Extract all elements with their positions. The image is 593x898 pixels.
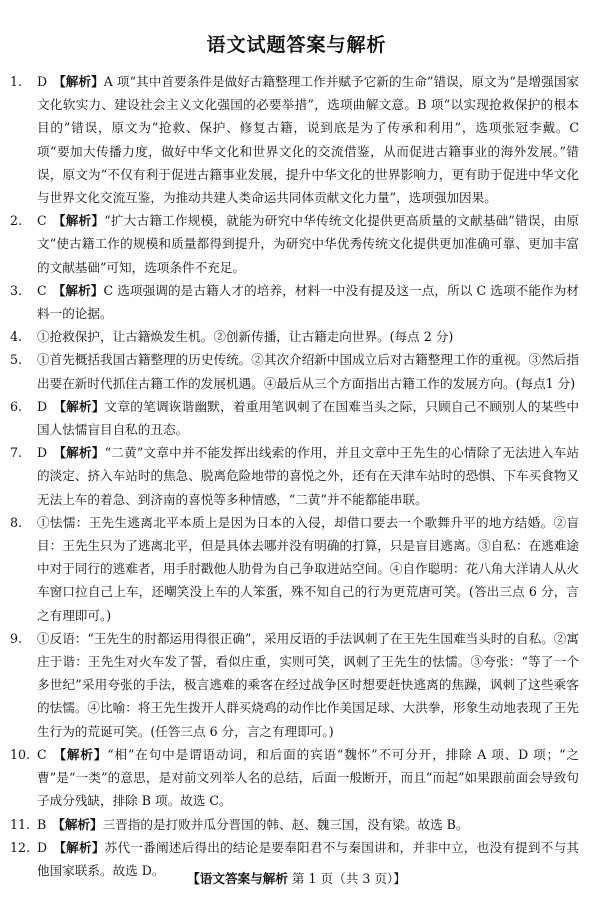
page-title: 语文试题答案与解析 <box>206 34 387 56</box>
answer-choice: D <box>37 839 48 855</box>
answer-text: A 项“其中首要条件是做好古籍整理工作并赋予它新的生命”错误，原文为“是增强国家文化软实力、建设社会主义文化强国的必要举措”，选项曲解文意。B 项“以实现抢救保护的根本目的”错误，原文为“抢救、保护、修复古籍，说到底是为了传承和利用”，选项张冠李戴。C 项“要加大传播力度，做好中华文化和世界文化的交流借鉴，从而促进古籍事业的海外发展。”错误，原文为“不仅有利于促进古籍事业发展，提升中华文化的世界影响力，更有助于促进中华文化与世界文化交流互鉴，为推动共建人类命运共同体贡献文化力量”，选项强加因果。 <box>37 74 580 206</box>
analysis-tag: 【解析】 <box>52 282 104 298</box>
answer-item <box>10 627 579 743</box>
answer-item <box>10 511 579 627</box>
answer-text: ①怯懦：王先生逃离北平本质上是因为日本的入侵，却借口要去一个歌舞升平的地方结婚。②盲目：王先生只为了逃离北平，但是具体去哪并没有明确的打算，只是盲目逃离。③自私：在逃难途中对于同行的逃难者，用手肘戳他人肋骨为自己争取进站空间。④自作聪明：花八角大洋请人从火车窗口拉自己上车，还嘲笑没上车的人笨蛋，殊不知自己的行为更荒唐可笑。(答出三点 6 分，言之有理即可。) <box>37 514 579 623</box>
question-number: 4. <box>10 329 23 345</box>
answer-text: C 选项强调的是古籍人才的培养，材料一中没有提及这一点，所以 C 选项不能作为材料一的论据。 <box>37 282 579 322</box>
question-number: 1. <box>10 74 23 89</box>
analysis-tag: 【解析】 <box>53 74 104 89</box>
answer-text: ①抢救保护，让古籍焕发生机。②创新传播，让古籍走向世界。(每点 2 分) <box>37 329 454 345</box>
answer-text: “二黄”文章中并不能发挥出线索的作用，并且文章中王先生的心情除了无法进入车站的淡定、挤入车站时的焦急、脱离危险地带的喜悦之外，还有在天津车站时的恐惧、下车买食物又无法上车的着急、到济南的喜悦等多种情感，“二黄”并不能都能串联。 <box>37 445 579 507</box>
answer-text: 文章的笔调诙谐幽默，着重用笔讽刺了在国难当头之际，只顾自己不顾别人的某些中国人怯懦盲目自私的丑态。 <box>37 398 580 438</box>
answer-item <box>10 441 579 511</box>
analysis-tag: 【解析】 <box>52 746 108 762</box>
answer-choice: D <box>37 445 48 461</box>
analysis-tag: 【解析】 <box>53 398 105 414</box>
analysis-tag: 【解析】 <box>52 816 103 832</box>
answer-text: “相”在句中是谓语动词，和后面的宾语“魏怀”不可分开，排除 A 项、D 项；“之曹”是“一类”的意思，是对前文列举人名的总结，后面一般断开，而且“而起”如果跟前面会导致句子成分残缺，排除 B 项。故选 C。 <box>37 746 579 809</box>
question-number: 2. <box>10 213 23 229</box>
question-number: 8. <box>10 514 23 530</box>
analysis-tag: 【解析】 <box>53 839 105 855</box>
analysis-tag: 【解析】 <box>53 445 105 461</box>
question-number: 9. <box>10 630 23 646</box>
footer-brand: 【语文答案与解析 <box>187 871 288 886</box>
answer-text: ①反语：“王先生的肘都运用得很正确”，采用反语的手法讽刺了在王先生国难当头时的自私。②寓庄于谐：王先生对火车发了誓，看似庄重，实则可笑，讽刺了王先生的怯懦。③夸张：“等了一个多世纪”采用夸张的手法，极言逃难的乘客在经过战争区时想要赶快逃离的焦躁，讽刺了这些乘客的怯懦。④比喻：将王先生拨开人群买烧鸡的动作比作美国足球、大洪拳，形象生动地表现了王先生行为的荒诞可笑。(任答三点 6 分，言之有理即可。) <box>37 630 579 739</box>
answer-item <box>10 813 579 836</box>
answer-choice: B <box>37 816 47 832</box>
footer-page-number: 第 1 页（共 3 页）】 <box>291 871 406 886</box>
answer-item <box>10 348 579 394</box>
answer-choice: C <box>37 282 47 298</box>
question-number: 7. <box>10 445 23 461</box>
answer-text: 三晋指的是打败并瓜分晋国的韩、赵、魏三国，没有梁。故选 B。 <box>102 816 469 832</box>
answer-list <box>10 70 579 882</box>
answer-text: ①首先概括我国古籍整理的历史传统。②其次介绍新中国成立后对古籍整理工作的重视。③然后指出要在新时代抓住古籍工作的发展机遇。④最后从三个方面指出古籍工作的发展方向。(每点1 分) <box>37 352 579 391</box>
answer-item <box>10 395 579 441</box>
answer-choice: C <box>37 746 47 762</box>
answer-item <box>10 325 579 348</box>
answer-text: 苏代一番阐述后得出的结论是要奉阳君不与秦国讲和，并非中立，也没有提到不与其他国家联系。故选 D。 <box>37 839 580 878</box>
answer-item <box>10 209 579 279</box>
question-number: 6. <box>10 398 23 414</box>
question-number: 5. <box>10 352 23 368</box>
answer-choice: D <box>37 398 48 414</box>
page-footer <box>0 868 593 887</box>
question-number: 3. <box>10 282 23 298</box>
answer-text: “扩大古籍工作规模，就能为研究中华传统文化提供更高质量的文献基础”错误，由原文“使古籍工作的规模和质量都得到提升，为研究中华优秀传统文化提供更加准确可靠、更加丰富的文献基础”可知，选项条件不充足。 <box>37 213 580 275</box>
answer-item <box>10 743 579 813</box>
answer-item <box>10 279 579 325</box>
answer-choice: C <box>37 213 47 229</box>
question-number: 11. <box>10 816 31 832</box>
answer-item <box>10 70 579 209</box>
analysis-tag: 【解析】 <box>52 213 105 229</box>
question-number: 12. <box>10 839 31 855</box>
answer-choice: D <box>37 74 48 89</box>
question-number: 10. <box>10 746 31 762</box>
